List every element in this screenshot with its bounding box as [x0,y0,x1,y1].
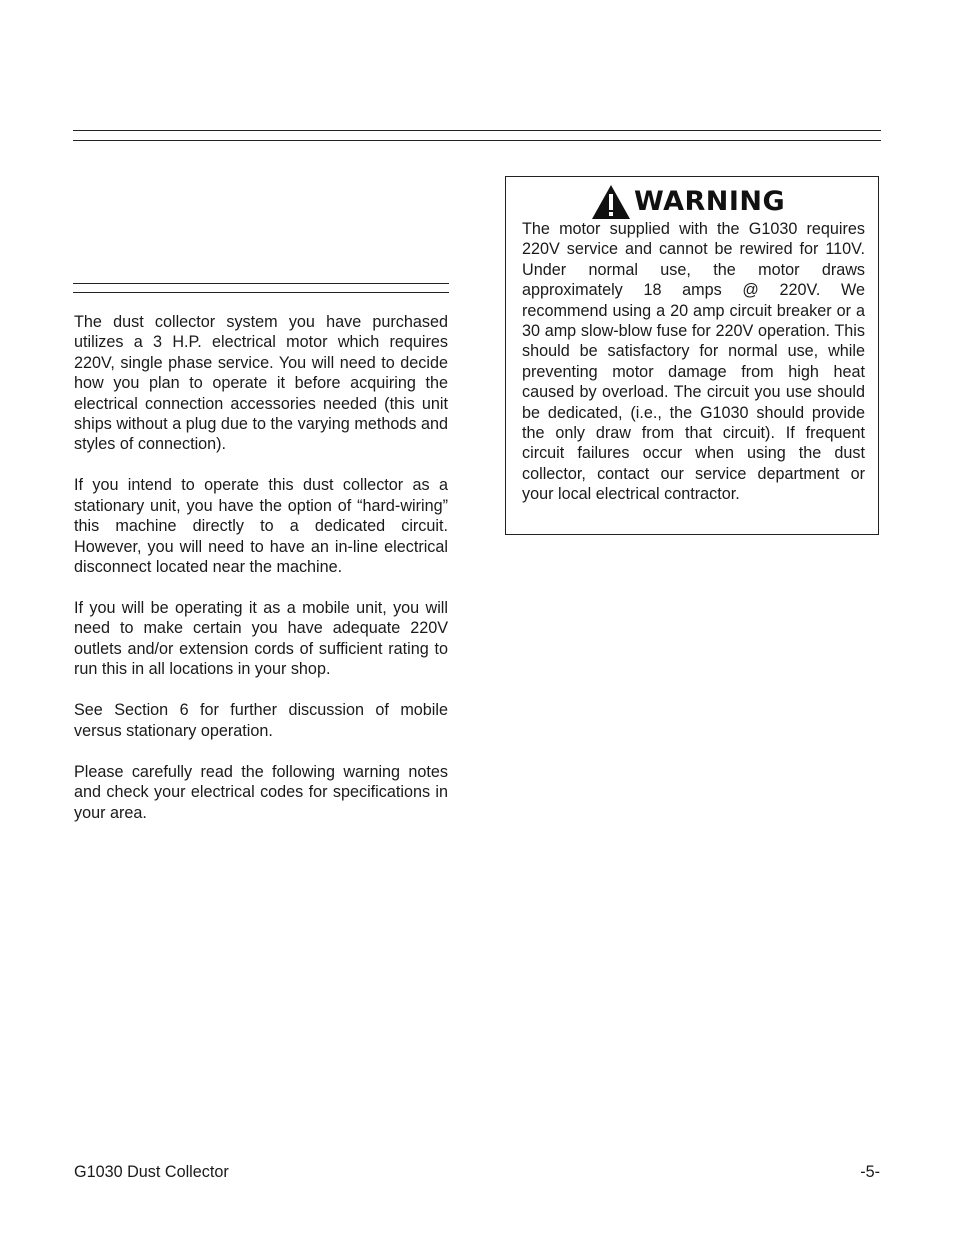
warning-box [505,176,879,535]
body-paragraph: See Section 6 for further discussion of mobile versus stationary operation. [74,701,448,740]
body-paragraph: If you will be operating it as a mobile unit, you will need to make certain you have adequate 220V outlets and/or extension cords of sufficient rating to run this in all locations in your shop. [74,599,448,679]
header-rule-bottom [73,140,881,141]
warning-text: The motor supplied with the G1030 requires 220V service and cannot be rewired for 110V. Under normal use, the motor draws approximately 18 amps @ 220V. We recommend using a 20 amp circuit breaker or a 30 amp slow-blow fuse for 220V operation. This should be satisfactory for normal use, while preventing motor damage from high heat caused by overload. The circuit you use should be dedicated, (i.e., the G1030 should provide the only draw from that circuit). If frequent circuit failures occur when using the dust collector, contact our service department or your local electrical contractor. [522,220,865,504]
warning-triangle-icon [591,184,631,220]
footer-product-name: G1030 Dust Collector [74,1163,229,1181]
section-rule-bottom [73,292,449,293]
section-rule-top [73,283,449,284]
warning-title: WARNING [634,186,786,217]
body-paragraph: Please carefully read the following warning notes and check your electrical codes for specifications in your area. [74,762,448,822]
warning-header [591,185,785,219]
body-text-column [74,312,448,844]
body-paragraph: The dust collector system you have purchased utilizes a 3 H.P. electrical motor which requires 220V, single phase service. You will need to decide how you plan to operate it before acquiring the electrical connection accessories needed (this unit ships without a plug due to the varying methods and styles of connection). [74,313,448,454]
header-rule-top [73,130,881,131]
footer-page-number: -5- [860,1163,880,1181]
body-paragraph: If you intend to operate this dust collector as a stationary unit, you have the option of “hard-wiring” this machine directly to a dedicated circuit. However, you will need to have an in-line electrical disconnect located near the machine. [74,476,448,577]
